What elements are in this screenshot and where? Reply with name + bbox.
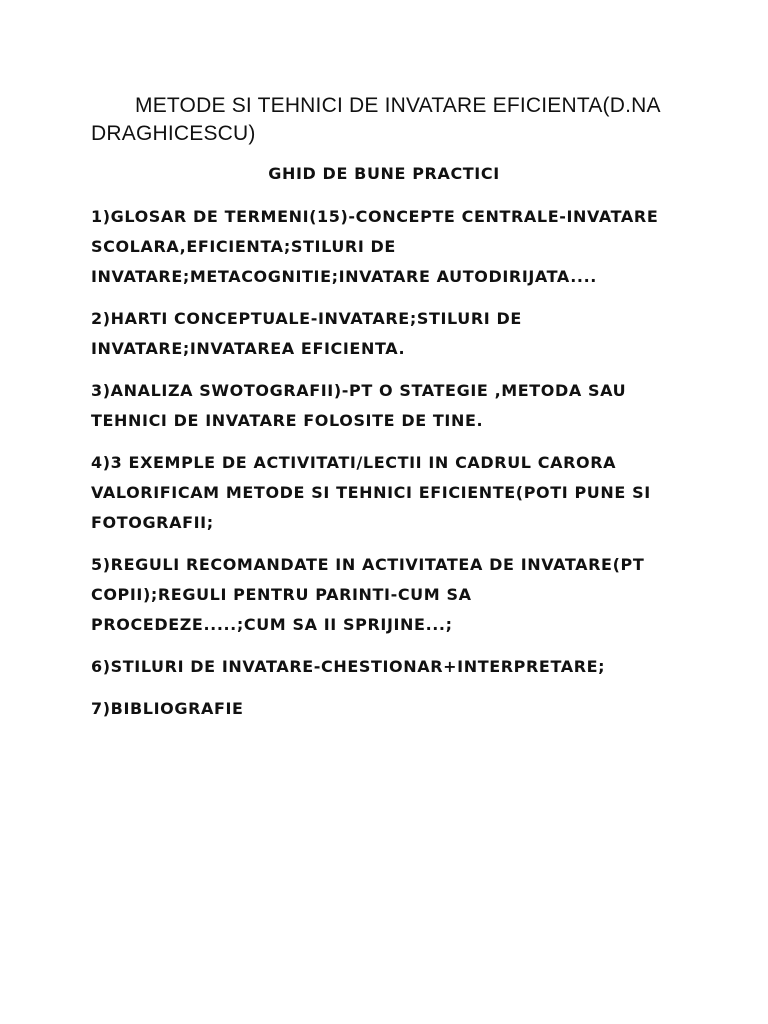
practice-list <box>91 202 671 736</box>
list-item: 1)GLOSAR DE TERMENI(15)-CONCEPTE CENTRALE-INVATARE SCOLARA,EFICIENTA;STILURI DE INVATARE;METACOGNITIE;INVATARE AUTODIRIJATA.... <box>91 207 659 286</box>
list-item: 6)STILURI DE INVATARE-CHESTIONAR+INTERPRETARE; <box>91 657 606 676</box>
document-subtitle: GHID DE BUNE PRACTICI <box>268 164 500 183</box>
list-item: 3)ANALIZA SWOTOGRAFII)-PT O STATEGIE ,METODA SAU TEHNICI DE INVATARE FOLOSITE DE TINE. <box>91 381 627 430</box>
document-title: METODE SI TEHNICI DE INVATARE EFICIENTA(D.NA DRAGHICESCU) <box>91 94 660 145</box>
list-item: 2)HARTI CONCEPTUALE-INVATARE;STILURI DE INVATARE;INVATAREA EFICIENTA. <box>91 309 522 358</box>
list-item: 7)BIBLIOGRAFIE <box>91 699 244 718</box>
list-item: 5)REGULI RECOMANDATE IN ACTIVITATEA DE INVATARE(PT COPII);REGULI PENTRU PARINTI-CUM SA PROCEDEZE.....;CUM SA II SPRIJINE...; <box>91 555 645 634</box>
list-item: 4)3 EXEMPLE DE ACTIVITATI/LECTII IN CADRUL CARORA VALORIFICAM METODE SI TEHNICI EFICIENTE(POTI PUNE SI FOTOGRAFII; <box>91 453 651 532</box>
